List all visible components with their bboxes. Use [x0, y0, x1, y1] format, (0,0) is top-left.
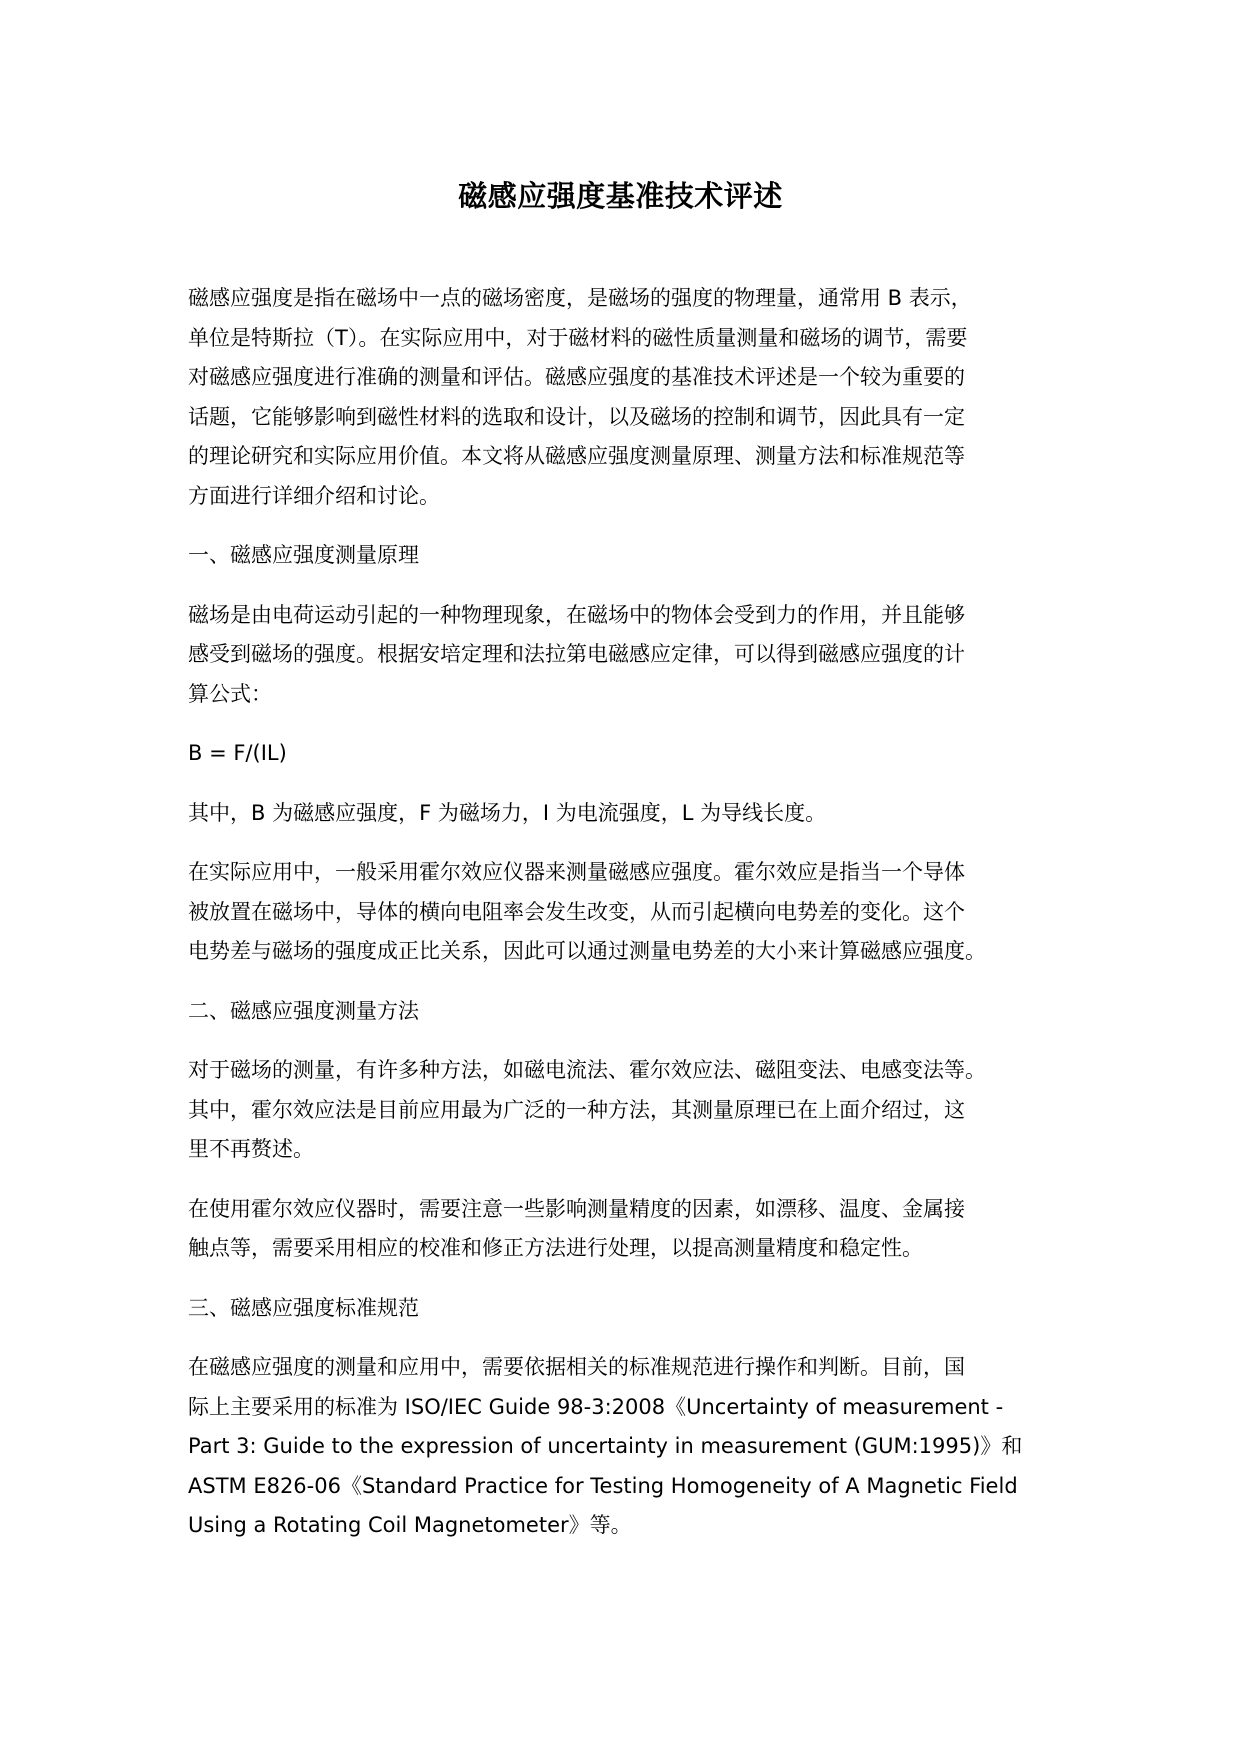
text-line: 在磁感应强度的测量和应用中，需要依据相关的标准规范进行操作和判断。目前，国 — [188, 1355, 965, 1379]
section-heading-principle: 一、磁感应强度测量原理 — [188, 543, 419, 567]
text-line: 磁场是由电荷运动引起的一种物理现象，在磁场中的物体会受到力的作用，并且能够 — [188, 602, 965, 627]
text-line: 在实际应用中，一般采用霍尔效应仪器来测量磁感应强度。霍尔效应是指当一个导体 — [188, 860, 965, 884]
text-line: Part 3: Guide to the expression of uncertainty in measurement (GUM:1995)》和 — [188, 1434, 1023, 1458]
text-line: 单位是特斯拉（T）。在实际应用中，对于磁材料的磁性质量测量和磁场的调节，需要 — [188, 325, 968, 350]
formula-explanation: 其中，B 为磁感应强度，F 为磁场力，I 为电流强度，L 为导线长度。 — [188, 800, 827, 825]
text-line: 被放置在磁场中，导体的横向电阻率会发生改变，从而引起横向电势差的变化。这个 — [188, 899, 965, 924]
document-title: 磁感应强度基准技术评述 — [458, 179, 783, 213]
text-line: 感受到磁场的强度。根据安培定理和法拉第电磁感应定律，可以得到磁感应强度的计 — [188, 642, 965, 666]
text-line: 磁感应强度是指在磁场中一点的磁场密度，是磁场的强度的物理量，通常用 B 表示， — [188, 286, 972, 310]
text-line: 方面进行详细介绍和讨论。 — [188, 483, 440, 508]
methods-paragraph — [188, 1051, 1078, 1170]
text-line: 在使用霍尔效应仪器时，需要注意一些影响测量精度的因素，如漂移、温度、金属接 — [188, 1196, 965, 1221]
text-line: 话题，它能够影响到磁性材料的选取和设计，以及磁场的控制和调节，因此具有一定 — [188, 404, 965, 429]
text-line: 对磁感应强度进行准确的测量和评估。磁感应强度的基准技术评述是一个较为重要的 — [188, 365, 965, 389]
text-line: 其中，霍尔效应法是目前应用最为广泛的一种方法，其测量原理已在上面介绍过，这 — [188, 1097, 965, 1122]
text-line: 电势差与磁场的强度成正比关系，因此可以通过测量电势差的大小来计算磁感应强度。 — [188, 939, 986, 963]
text-line: 对于磁场的测量，有许多种方法，如磁电流法、霍尔效应法、磁阻变法、电感变法等。 — [188, 1058, 986, 1082]
standards-paragraph — [188, 1348, 1078, 1546]
section-heading-standards: 三、磁感应强度标准规范 — [188, 1295, 419, 1320]
text-line: 触点等，需要采用相应的校准和修正方法进行处理，以提高测量精度和稳定性。 — [188, 1236, 923, 1260]
precision-paragraph — [188, 1190, 1078, 1269]
formula: B = F/(IL) — [188, 741, 287, 765]
section-heading-methods: 二、磁感应强度测量方法 — [188, 998, 419, 1023]
text-line: 算公式： — [188, 681, 272, 706]
hall-effect-paragraph — [188, 853, 1078, 972]
text-line: 际上主要采用的标准为 ISO/IEC Guide 98-3:2008《Uncertainty of measurement - — [188, 1394, 1004, 1419]
document-body — [188, 279, 1078, 1566]
text-line: Using a Rotating Coil Magnetometer》等。 — [188, 1513, 632, 1537]
text-line: 的理论研究和实际应用价值。本文将从磁感应强度测量原理、测量方法和标准规范等 — [188, 444, 965, 468]
text-line: ASTM E826-06《Standard Practice for Testing Homogeneity of A Magnetic Field — [188, 1473, 1018, 1498]
text-line: 里不再赘述。 — [188, 1137, 314, 1161]
principle-paragraph — [188, 596, 1078, 715]
intro-paragraph — [188, 279, 1078, 516]
